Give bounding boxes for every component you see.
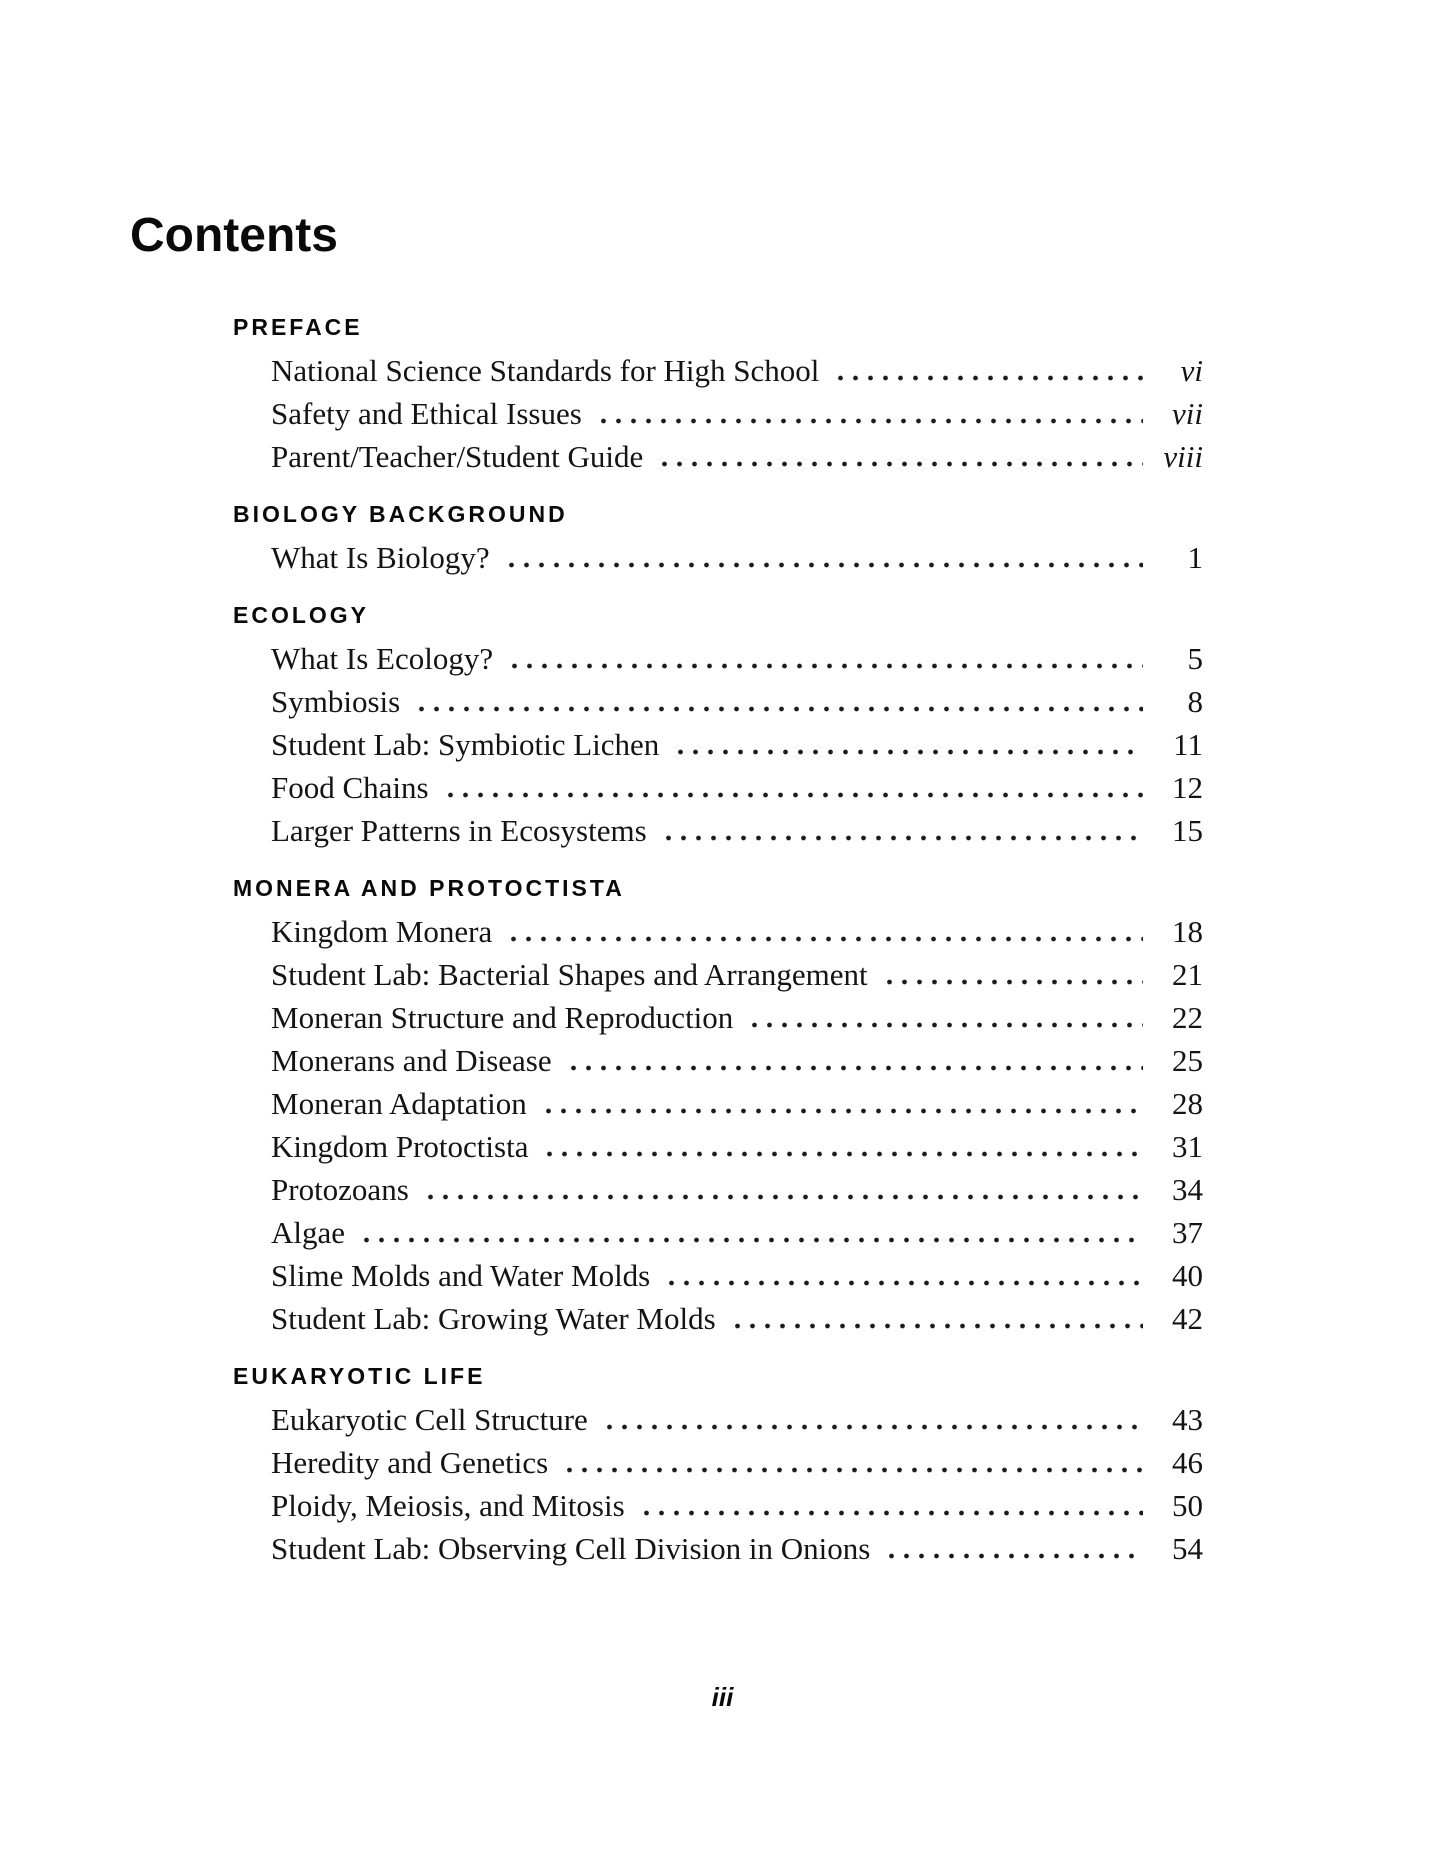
dot-leader <box>562 1467 1143 1473</box>
dot-leader <box>673 749 1143 755</box>
toc-entry <box>233 1211 1203 1254</box>
toc-section-entries <box>233 536 1203 579</box>
toc-entry-title: Symbiosis <box>271 684 401 719</box>
toc-entry-page-number: 43 <box>1172 1402 1203 1437</box>
toc-entry <box>233 1297 1203 1340</box>
toc-entry-page-number: vii <box>1172 396 1203 431</box>
dot-leader <box>747 1022 1143 1028</box>
dot-leader <box>596 418 1143 424</box>
toc-entry-page-number: 8 <box>1187 684 1203 719</box>
toc-entry-page-number: 37 <box>1172 1215 1203 1250</box>
toc-entry-page-number: 18 <box>1172 914 1203 949</box>
dot-leader <box>882 979 1143 985</box>
toc-entry-title: Moneran Adaptation <box>271 1086 527 1121</box>
dot-leader <box>359 1237 1143 1243</box>
toc-entry-page-number: vi <box>1180 353 1203 388</box>
toc-entry-title: Kingdom Protoctista <box>271 1129 529 1164</box>
toc-entry <box>233 1398 1203 1441</box>
toc-section-entries <box>233 349 1203 478</box>
toc-entry-page-number: 34 <box>1172 1172 1203 1207</box>
toc-section-entries <box>233 1398 1203 1570</box>
toc-section <box>233 1355 1203 1570</box>
folio-page-number: iii <box>711 1682 734 1712</box>
toc-entry <box>233 953 1203 996</box>
toc-entry-title: What Is Ecology? <box>271 641 494 676</box>
toc-entry-page-number: 5 <box>1187 641 1203 676</box>
dot-leader <box>566 1065 1143 1071</box>
toc-entry <box>233 1254 1203 1297</box>
toc-entry-title: Slime Molds and Water Molds <box>271 1258 651 1293</box>
toc-section-heading: EUKARYOTIC LIFE <box>233 1363 486 1389</box>
toc-entry-page-number: 31 <box>1172 1129 1203 1164</box>
toc-entry <box>233 637 1203 680</box>
toc-entry-title: Eukaryotic Cell Structure <box>271 1402 588 1437</box>
toc-entry-title: Student Lab: Growing Water Molds <box>271 1301 716 1336</box>
toc-entry <box>233 392 1203 435</box>
toc-section <box>233 867 1203 1340</box>
toc-entry-title: What Is Biology? <box>271 540 490 575</box>
toc-entry <box>233 349 1203 392</box>
toc-entry <box>233 1527 1203 1570</box>
toc-entry <box>233 1168 1203 1211</box>
toc-entry-page-number: 1 <box>1187 540 1203 575</box>
dot-leader <box>730 1323 1143 1329</box>
dot-leader <box>661 835 1143 841</box>
dot-leader <box>657 461 1143 467</box>
dot-leader <box>541 1108 1143 1114</box>
toc-entry <box>233 1125 1203 1168</box>
toc-section-heading: MONERA AND PROTOCTISTA <box>233 875 625 901</box>
toc-entry-title: Kingdom Monera <box>271 914 493 949</box>
toc-section <box>233 306 1203 478</box>
dot-leader <box>414 706 1143 712</box>
toc-entry <box>233 723 1203 766</box>
toc-entry-title: Parent/Teacher/Student Guide <box>271 439 644 474</box>
toc-entry-page-number: 28 <box>1172 1086 1203 1121</box>
table-of-contents <box>233 306 1203 1570</box>
toc-entry <box>233 809 1203 852</box>
toc-entry <box>233 680 1203 723</box>
toc-entry-page-number: 21 <box>1172 957 1203 992</box>
toc-section-heading: ECOLOGY <box>233 602 370 628</box>
toc-entry <box>233 910 1203 953</box>
toc-entry <box>233 1082 1203 1125</box>
toc-entry-page-number: viii <box>1163 439 1203 474</box>
toc-entry <box>233 1039 1203 1082</box>
dot-leader <box>423 1194 1143 1200</box>
toc-entry-title: Monerans and Disease <box>271 1043 552 1078</box>
dot-leader <box>507 663 1143 669</box>
toc-entry-page-number: 46 <box>1172 1445 1203 1480</box>
toc-entry-title: Food Chains <box>271 770 429 805</box>
toc-entry-title: National Science Standards for High School <box>271 353 820 388</box>
toc-entry-page-number: 50 <box>1172 1488 1203 1523</box>
toc-entry-page-number: 22 <box>1172 1000 1203 1035</box>
toc-entry-page-number: 15 <box>1172 813 1203 848</box>
toc-entry-title: Moneran Structure and Reproduction <box>271 1000 734 1035</box>
dot-leader <box>602 1424 1143 1430</box>
toc-section-heading: PREFACE <box>233 314 363 340</box>
toc-entry-title: Algae <box>271 1215 346 1250</box>
toc-entry-title: Ploidy, Meiosis, and Mitosis <box>271 1488 625 1523</box>
toc-section-heading: BIOLOGY BACKGROUND <box>233 501 568 527</box>
toc-entry-title: Student Lab: Observing Cell Division in Onions <box>271 1531 871 1566</box>
toc-entry-title: Larger Patterns in Ecosystems <box>271 813 647 848</box>
toc-section-entries <box>233 910 1203 1340</box>
toc-entry <box>233 1441 1203 1484</box>
dot-leader <box>639 1510 1143 1516</box>
toc-entry-page-number: 42 <box>1172 1301 1203 1336</box>
toc-entry-page-number: 11 <box>1173 727 1203 762</box>
toc-section <box>233 493 1203 579</box>
dot-leader <box>504 562 1143 568</box>
dot-leader <box>542 1151 1143 1157</box>
toc-section-entries <box>233 637 1203 852</box>
toc-entry-title: Student Lab: Bacterial Shapes and Arrangement <box>271 957 868 992</box>
dot-leader <box>506 936 1143 942</box>
toc-entry-page-number: 40 <box>1172 1258 1203 1293</box>
toc-entry <box>233 996 1203 1039</box>
dot-leader <box>833 375 1143 381</box>
dot-leader <box>664 1280 1143 1286</box>
toc-entry <box>233 435 1203 478</box>
toc-entry-title: Student Lab: Symbiotic Lichen <box>271 727 660 762</box>
toc-entry-title: Heredity and Genetics <box>271 1445 549 1480</box>
toc-entry-page-number: 25 <box>1172 1043 1203 1078</box>
dot-leader <box>884 1553 1143 1559</box>
page-footer <box>0 1682 1445 1713</box>
toc-entry-title: Safety and Ethical Issues <box>271 396 582 431</box>
toc-entry-page-number: 12 <box>1172 770 1203 805</box>
dot-leader <box>443 792 1143 798</box>
page-title: Contents <box>130 209 338 262</box>
toc-entry-page-number: 54 <box>1172 1531 1203 1566</box>
toc-entry <box>233 1484 1203 1527</box>
toc-entry <box>233 766 1203 809</box>
toc-entry <box>233 536 1203 579</box>
toc-section <box>233 594 1203 852</box>
toc-entry-title: Protozoans <box>271 1172 409 1207</box>
